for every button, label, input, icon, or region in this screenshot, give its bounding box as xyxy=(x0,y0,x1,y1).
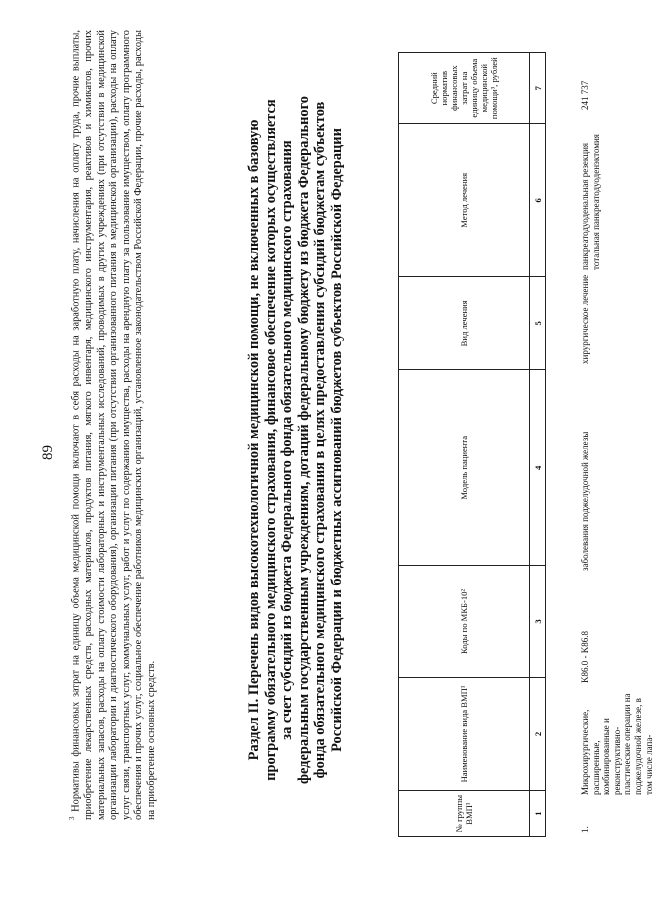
section-title: Раздел II. Перечень видов высокотехнологичной медицинской помощи, не включенных в базовую программу обязательного медицинского страхования, финансовое обеспечение которых осуществляется за счет субсидий из бюджета Федерального фонда обязательного медицинского страхования федеральным государственным учреждениям, дотаций федеральному бюджету из бюджета Федерального фонда обязательного медицинского страхования в целях предоставления субсидий бюджетам субъектов Российской Федерации и бюджетных ассигнований бюджетов субъектов Российской Федерации xyxy=(246,96,345,784)
row-normative: 241 737 xyxy=(580,80,590,110)
column-number-row xyxy=(530,53,546,837)
column-number: 1 xyxy=(530,791,546,837)
row-group: 1. xyxy=(580,826,590,833)
footnote-marker: 3 xyxy=(68,816,76,820)
table-body xyxy=(574,52,654,837)
row-treatment-method: панкреатодуоденальная резекция тотальная панкреатодуоденэктомия xyxy=(580,134,601,270)
header-mkb-codes: Коды по МКБ-10² xyxy=(399,566,530,678)
row-patient-model: заболевания поджелудочной железы xyxy=(580,431,590,571)
row-vmp-name: Микрохирургические, расширенные, комбинированные и реконструктивно-пластические операции на поджелудочной железе, в том числе лапа- xyxy=(580,693,654,795)
page-number: 89 xyxy=(40,445,56,460)
column-number: 7 xyxy=(530,53,546,124)
column-number: 4 xyxy=(530,370,546,566)
footnote xyxy=(66,30,159,820)
footnote-text: Нормативы финансовых затрат на единицу объема медицинской помощи включают в себя расходы на заработную плату, начисления на оплату труда, прочие выплаты, приобретение лекарственных средств, расходных материалов, продуктов питания, мягкого инвентаря, медицинского инструментария, реактивов и химикатов, прочих материальных запасов, расходы на оплату стоимости лабораторных и инструментальных исследований, проводимых в других учреждениях (при отсутствии в медицинской организации лаборатории и диагностического оборудования), организации питания (при отсутствии организованного питания в медицинской организации), расходы на оплату услуг связи, транспортных услуг, коммунальных услуг, работ и услуг по содержанию имущества, расходы на арендную плату за пользование имуществом, оплату программного обеспечения и прочих услуг, социальное обеспечение работников медицинских организаций, установленное законодательством Российской Федерации, прочие расходы, расходы на приобретение основных средств. xyxy=(70,30,158,820)
row-treatment-kind: хирургическое лечение xyxy=(580,274,590,364)
header-treatment-method: Метод лечения xyxy=(399,124,530,277)
column-number: 5 xyxy=(530,277,546,370)
vmp-table xyxy=(398,52,546,837)
column-number: 3 xyxy=(530,566,546,678)
header-group: № группы ВМП¹ xyxy=(399,791,530,837)
column-number: 2 xyxy=(530,677,546,791)
header-normative: Средний норматив финансовых затрат на единицу объема медицинской помощи³, рублей xyxy=(399,53,530,124)
row-mkb-codes: K86.0 - K86.8 xyxy=(580,631,590,683)
header-patient-model: Модель пациента xyxy=(399,370,530,566)
table-header-row xyxy=(399,53,530,837)
column-number: 6 xyxy=(530,124,546,277)
header-treatment-kind: Вид лечения xyxy=(399,277,530,370)
table-row xyxy=(574,52,654,837)
header-vmp-name: Наименование вида ВМП¹ xyxy=(399,677,530,791)
